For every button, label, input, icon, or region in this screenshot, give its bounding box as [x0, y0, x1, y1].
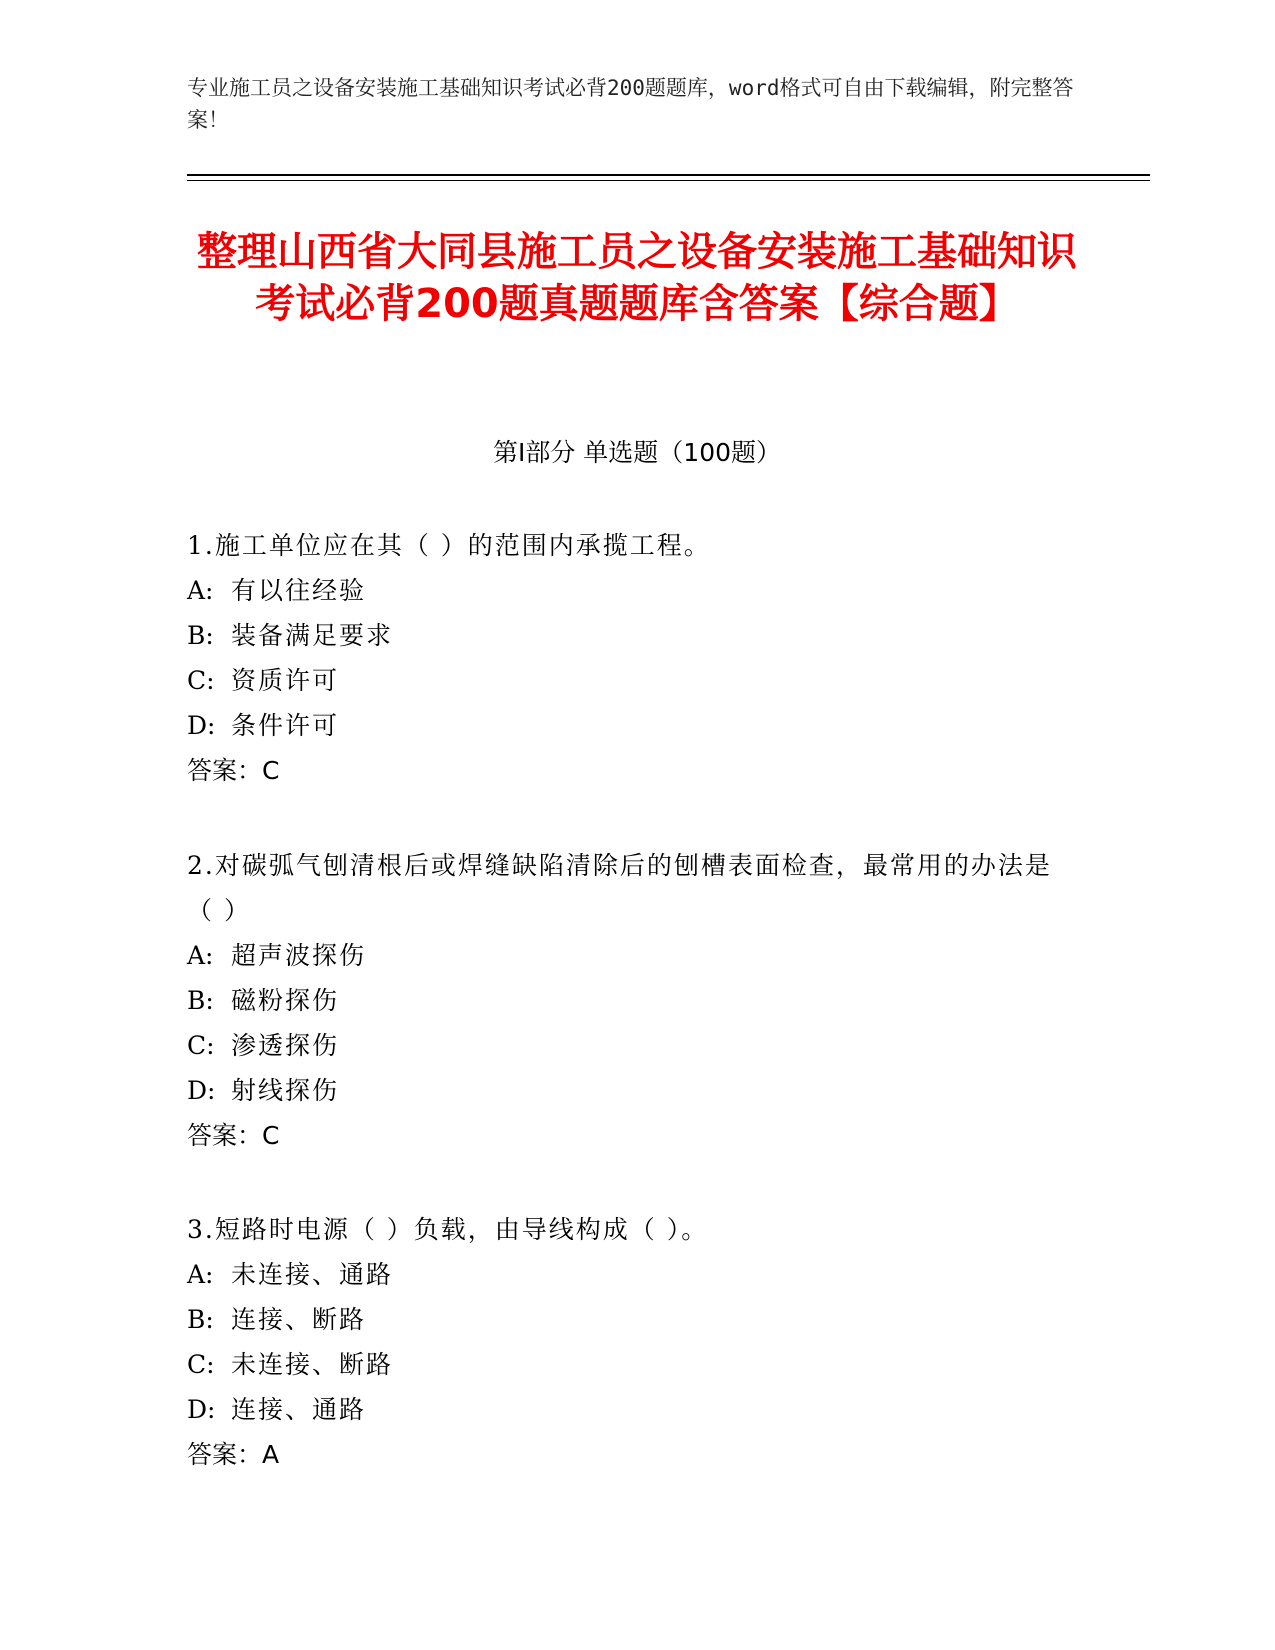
option-c: [187, 1023, 1067, 1068]
option-letter: C:: [187, 666, 215, 695]
option-a: [187, 933, 1067, 978]
option-letter: C:: [187, 1350, 215, 1379]
option-letter: A:: [187, 576, 214, 605]
option-text: 装备满足要求: [231, 621, 394, 650]
option-letter: D:: [187, 711, 216, 740]
option-text: 射线探伤: [231, 1076, 340, 1105]
option-letter: C:: [187, 1031, 215, 1060]
option-d: [187, 1387, 1067, 1432]
option-letter: B:: [187, 1305, 214, 1334]
option-letter: B:: [187, 621, 214, 650]
answer: 答案：C: [187, 756, 280, 785]
question-2: [187, 843, 1067, 1158]
option-a: [187, 568, 1067, 613]
option-text: 有以往经验: [231, 576, 367, 605]
option-text: 连接、断路: [231, 1305, 367, 1334]
option-letter: B:: [187, 986, 214, 1015]
option-c: [187, 1342, 1067, 1387]
option-text: 渗透探伤: [231, 1031, 340, 1060]
option-letter: A:: [187, 941, 214, 970]
option-text: 超声波探伤: [231, 941, 367, 970]
question-3: [187, 1207, 1067, 1477]
option-text: 未连接、通路: [231, 1260, 394, 1289]
option-text: 资质许可: [231, 666, 340, 695]
header-note: 专业施工员之设备安装施工基础知识考试必背200题题库，word格式可自由下载编辑，附完整答案！: [187, 76, 1074, 132]
question-1: [187, 523, 1067, 793]
answer: 答案：A: [187, 1440, 280, 1469]
option-a: [187, 1252, 1067, 1297]
header-divider-thin: [187, 180, 1150, 181]
answer: 答案：C: [187, 1121, 280, 1150]
option-letter: A:: [187, 1260, 214, 1289]
option-b: [187, 613, 1067, 658]
question-stem: 2.对碳弧气刨清根后或焊缝缺陷清除后的刨槽表面检查，最常用的办法是（ ）: [187, 851, 1052, 925]
header-divider-thick: [187, 174, 1150, 176]
option-text: 连接、通路: [231, 1395, 367, 1424]
option-letter: D:: [187, 1076, 216, 1105]
section-heading: 第Ⅰ部分 单选题（100题）: [492, 438, 782, 467]
option-d: [187, 1068, 1067, 1113]
option-letter: D:: [187, 1395, 216, 1424]
option-c: [187, 658, 1067, 703]
option-b: [187, 1297, 1067, 1342]
option-text: 磁粉探伤: [231, 986, 340, 1015]
document-title: 整理山西省大同县施工员之设备安装施工基础知识考试必背200题真题题库含答案【综合题】: [197, 229, 1077, 327]
option-d: [187, 703, 1067, 748]
question-stem: 1.施工单位应在其（ ）的范围内承揽工程。: [187, 531, 711, 560]
option-b: [187, 978, 1067, 1023]
option-text: 未连接、断路: [231, 1350, 394, 1379]
option-text: 条件许可: [231, 711, 340, 740]
question-stem: 3.短路时电源（ ）负载，由导线构成（ ）。: [187, 1215, 709, 1244]
